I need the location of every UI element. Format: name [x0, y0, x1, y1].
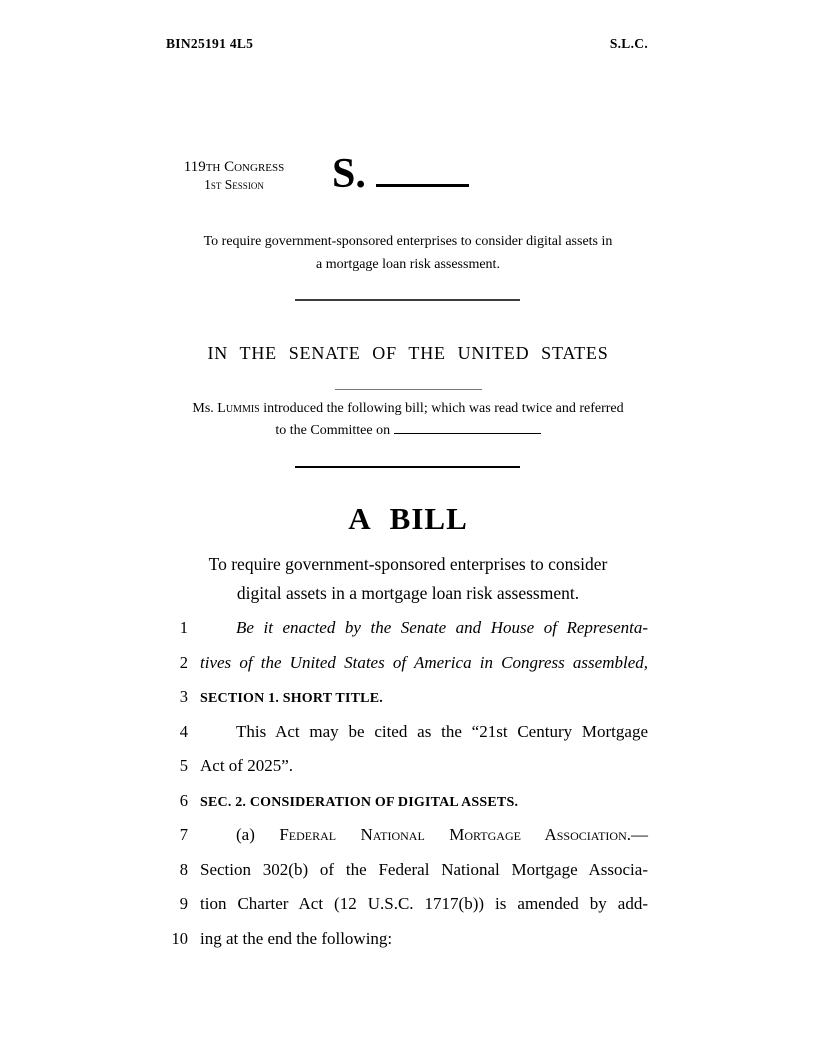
- line-number: 9: [179, 894, 188, 913]
- divider-rule-short: [335, 389, 482, 390]
- line-text: [200, 653, 648, 673]
- header-left-code: BIN25191 4L5: [166, 36, 254, 51]
- preamble: [120, 550, 696, 607]
- blank-fill-in-line: [394, 433, 541, 434]
- line-number: 3: [179, 687, 188, 706]
- text-segment: SECTION 1. SHORT TITLE.: [200, 691, 383, 706]
- running-header: [166, 36, 648, 52]
- text-segment: introduced the following bill; which was read twice and referred: [259, 401, 624, 416]
- text-segment: tion Charter Act (12 U.S.C. 1717(b)) is amended by add-: [200, 894, 648, 913]
- line-text: [200, 795, 648, 811]
- text-segment: ing at the end the following:: [200, 928, 393, 948]
- text-segment: (a): [236, 825, 280, 844]
- line-text: [200, 894, 648, 914]
- bill-line: [166, 860, 648, 895]
- text-segment: This Act may be cited as the “21st Century Mortgage: [236, 721, 648, 741]
- line-text: [200, 691, 648, 707]
- bill-line: [166, 894, 648, 929]
- text-segment: tives of the United States of America in Congress assembled,: [200, 652, 648, 672]
- text-segment: to the Committee on: [275, 422, 394, 438]
- congress-session-block: [164, 159, 304, 193]
- line-text: [200, 860, 648, 880]
- preamble-line2: digital assets in a mortgage loan risk assessment.: [236, 582, 580, 603]
- line-number: 10: [171, 928, 188, 948]
- line-number: 4: [179, 721, 188, 741]
- bill-line: [166, 687, 648, 722]
- bill-line: [166, 653, 648, 688]
- line-text: [200, 722, 648, 742]
- small-caps-text: Lummis: [217, 401, 260, 416]
- bill-heading: A BILL: [348, 501, 468, 536]
- divider-rule-top: [295, 299, 520, 301]
- bill-number-blank-line: [376, 184, 469, 187]
- line-text: [200, 756, 648, 776]
- bill-line: [166, 825, 648, 860]
- line-number: 8: [179, 859, 188, 879]
- line-number: 5: [179, 756, 188, 775]
- line-number: 1: [179, 618, 188, 637]
- bill-line: [166, 756, 648, 791]
- header-right-code: S.L.C.: [609, 36, 648, 51]
- senate-heading: IN THE SENATE OF THE UNITED STATES: [207, 343, 609, 363]
- divider-rule-bottom: [295, 466, 520, 468]
- bill-line: [166, 618, 648, 653]
- text-segment: Ms.: [192, 401, 218, 416]
- text-segment: .—: [626, 825, 648, 844]
- bill-line: [166, 791, 648, 826]
- text-segment: Be it enacted by the Senate and House of Representa-: [236, 618, 648, 637]
- line-number: 6: [179, 790, 188, 810]
- line-text: [200, 618, 648, 638]
- line-number: 7: [179, 825, 188, 844]
- small-caps-text: Federal National Mortgage Association: [279, 825, 627, 844]
- bill-line: [166, 722, 648, 757]
- line-text: [200, 929, 648, 949]
- official-title-line1: To require government-sponsored enterprises to consider digital assets in: [203, 234, 613, 249]
- line-number: 2: [179, 652, 188, 672]
- line-text: [200, 825, 648, 845]
- bill-number: [332, 150, 469, 198]
- bill-line: [166, 929, 648, 964]
- official-title-line2: a mortgage loan risk assessment.: [316, 257, 500, 272]
- bill-letter: S.: [332, 151, 366, 197]
- preamble-line1: To require government-sponsored enterprises to consider: [208, 554, 608, 574]
- congress-number: 119th Congress: [183, 159, 285, 175]
- session-number: 1st Session: [204, 177, 264, 192]
- text-segment: Section 302(b) of the Federal National Mortgage Associa-: [200, 859, 648, 879]
- text-segment: Act of 2025”.: [200, 756, 294, 775]
- text-segment: SEC. 2. CONSIDERATION OF DIGITAL ASSETS.: [200, 794, 519, 810]
- bill-lines: [166, 618, 648, 963]
- official-title-blurb: [100, 230, 716, 276]
- action-text: [130, 398, 686, 441]
